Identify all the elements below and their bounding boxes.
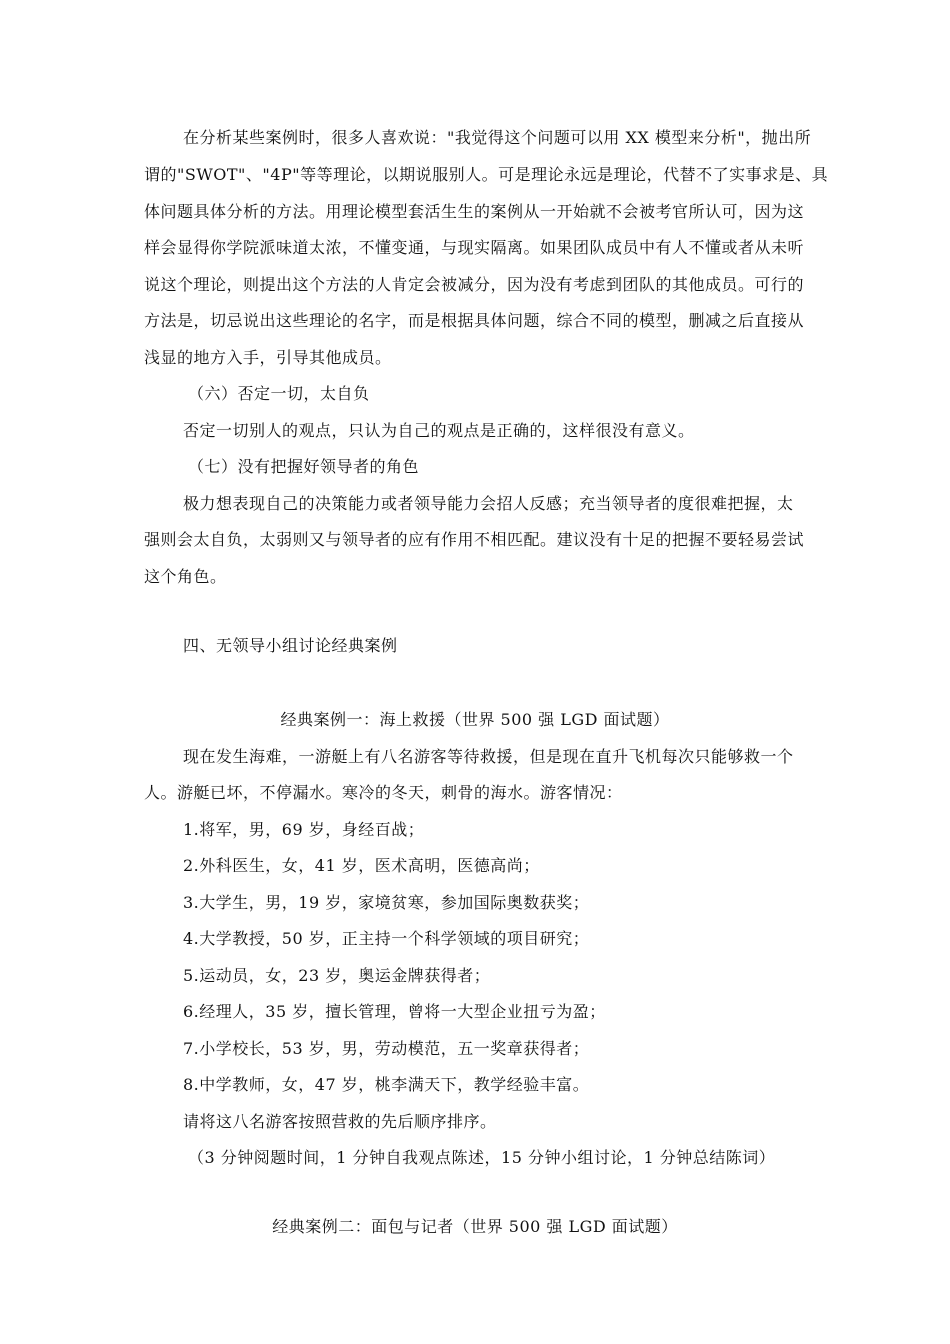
tourist-item: 2.外科医生，女，41 岁，医术高明，医德高尚； bbox=[183, 856, 540, 875]
tourist-item: 5.运动员，女，23 岁，奥运金牌获得者； bbox=[183, 966, 491, 985]
tourist-item: 4.大学教授，50 岁，正主持一个科学领域的项目研究； bbox=[183, 929, 590, 948]
case-two-title: 经典案例二：面包与记者（世界 500 强 LGD 面试题） bbox=[272, 1217, 678, 1236]
intro-line-3: 体问题具体分析的方法。用理论模型套活生生的案例从一开始就不会被考官所认可，因为这 bbox=[144, 202, 805, 221]
section-seven-heading: （七）没有把握好领导者的角色 bbox=[188, 457, 420, 476]
intro-line-4: 样会显得你学院派味道太浓，不懂变通，与现实隔离。如果团队成员中有人不懂或者从未听 bbox=[144, 238, 805, 257]
case-one-instruction: 请将这八名游客按照营救的先后顺序排序。 bbox=[183, 1112, 497, 1131]
section-six-heading: （六）否定一切，太自负 bbox=[188, 384, 370, 403]
tourist-item: 7.小学校长，53 岁，男，劳动模范，五一奖章获得者； bbox=[183, 1039, 590, 1058]
intro-line-5: 说这个理论，则提出这个方法的人肯定会被减分，因为没有考虑到团队的其他成员。可行的 bbox=[144, 275, 805, 294]
section-seven-line-2: 强则会太自负，太弱则又与领导者的应有作用不相匹配。建议没有十足的把握不要轻易尝试 bbox=[144, 530, 805, 549]
intro-line-1: 在分析某些案例时，很多人喜欢说："我觉得这个问题可以用 XX 模型来分析"，抛出所 bbox=[183, 128, 812, 147]
tourist-item: 1.将军，男，69 岁，身经百战； bbox=[183, 820, 425, 839]
intro-line-7: 浅显的地方入手，引导其他成员。 bbox=[144, 348, 392, 367]
case-one-intro-line-2: 人。游艇已坏，不停漏水。寒冷的冬天，刺骨的海水。游客情况： bbox=[144, 783, 623, 802]
intro-line-6: 方法是，切忌说出这些理论的名字，而是根据具体问题，综合不同的模型，删减之后直接从 bbox=[144, 311, 805, 330]
case-one-timing: （3 分钟阅题时间，1 分钟自我观点陈述，15 分钟小组讨论，1 分钟总结陈词） bbox=[188, 1148, 776, 1167]
intro-line-2: 谓的"SWOT"、"4P"等等理论，以期说服别人。可是理论永远是理论，代替不了实事求是、具 bbox=[144, 165, 829, 184]
case-one-title: 经典案例一：海上救援（世界 500 强 LGD 面试题） bbox=[280, 710, 670, 729]
chapter-four-heading: 四、无领导小组讨论经典案例 bbox=[183, 636, 398, 655]
section-six-body: 否定一切别人的观点，只认为自己的观点是正确的，这样很没有意义。 bbox=[183, 421, 695, 440]
tourist-item: 3.大学生，男，19 岁，家境贫寒，参加国际奥数获奖； bbox=[183, 893, 590, 912]
tourist-item: 6.经理人，35 岁，擅长管理，曾将一大型企业扭亏为盈； bbox=[183, 1002, 606, 1021]
section-seven-line-3: 这个角色。 bbox=[144, 567, 227, 586]
case-one-intro-line-1: 现在发生海难，一游艇上有八名游客等待救援，但是现在直升飞机每次只能够救一个 bbox=[183, 747, 794, 766]
section-seven-line-1: 极力想表现自己的决策能力或者领导能力会招人反感；充当领导者的度很难把握，太 bbox=[183, 494, 794, 513]
tourist-item: 8.中学教师，女，47 岁，桃李满天下，教学经验丰富。 bbox=[183, 1075, 590, 1094]
